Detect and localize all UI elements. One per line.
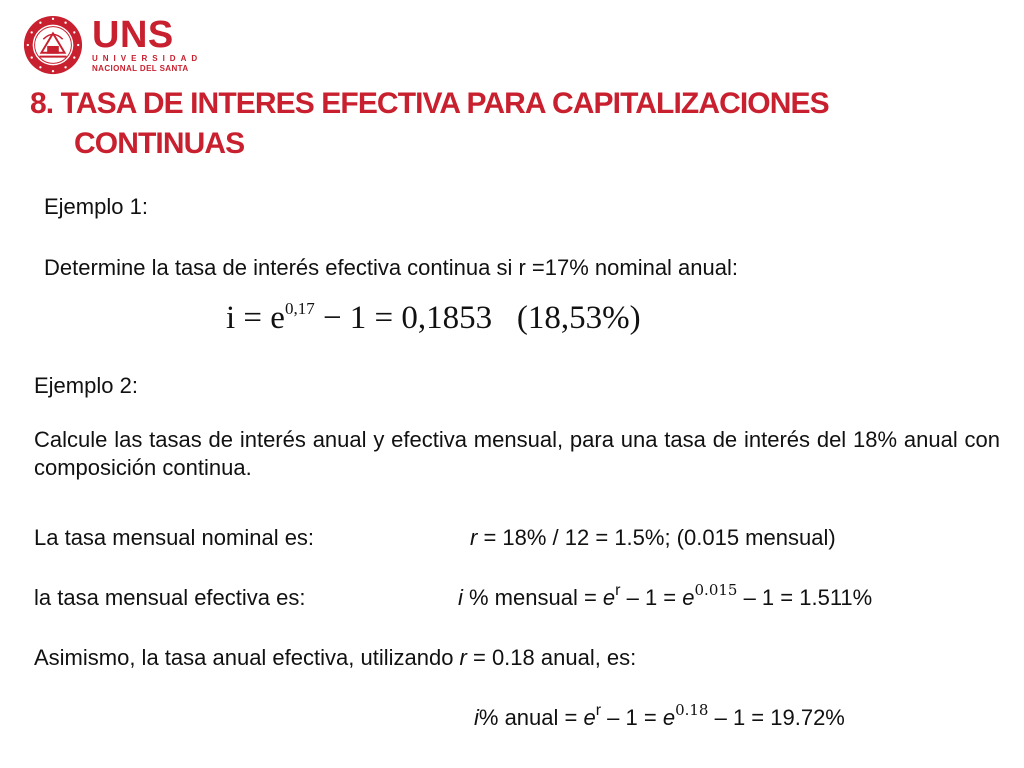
effective-annual-expression [474,701,845,732]
expr-text: – 1 = [620,585,683,610]
var-e: e [583,705,596,730]
asimismo-line [34,644,636,672]
var-e: e [602,585,616,610]
asimismo-text: Asimismo, la tasa anual efectiva, utilizando [34,645,460,670]
var-e: e [682,585,695,610]
var-r: r [459,645,467,670]
slide-title-line-1: 8. TASA DE INTERES EFECTIVA PARA CAPITALIZACIONES [30,87,829,120]
university-seal-icon [22,14,84,76]
ejemplo-2-heading: Ejemplo 2: [34,373,138,398]
formula-base: e [270,300,285,336]
asimismo-text: = 0.18 anual, es: [466,645,637,670]
effective-monthly-expression [458,581,873,612]
ejemplo-1-formula [226,298,641,338]
logo-wordmark: UNS [92,14,174,56]
nominal-rate-value: = 18% / 12 = 1.5%; (0.015 mensual) [477,525,836,550]
logo-subtitle-1: UNIVERSIDAD [92,54,203,63]
effective-monthly-result: – 1 = 1.511% [737,585,873,610]
var-i: i [474,705,479,730]
exponent-value: 0.18 [675,701,709,719]
exponent-r: r [595,702,602,719]
formula-lhs: i = [226,300,263,336]
ejemplo-1-heading: Ejemplo 1: [44,194,148,219]
ejemplo-2-statement: Calcule las tasas de interés anual y efectiva mensual, para una tasa de interés del 18% anual con composición continua. [34,427,1000,480]
logo-subtitle-2: NACIONAL DEL SANTA [92,64,189,73]
exponent-value: 0.015 [694,581,738,599]
ejemplo-1-statement: Determine la tasa de interés efectiva continua si r =17% nominal anual: [44,255,738,280]
nominal-rate-expression [470,524,836,552]
expr-text: % mensual = [462,585,603,610]
slide-title [30,84,1010,164]
uns-logo [22,14,202,76]
effective-annual-result: – 1 = 19.72% [708,705,845,730]
exponent-r: r [615,582,621,599]
expr-text: – 1 = [601,705,663,730]
effective-monthly-label: la tasa mensual efectiva es: [34,585,306,610]
var-i: i [458,585,463,610]
var-e: e [662,705,676,730]
formula-result: − 1 = 0,1853 (18,53%) [314,300,641,336]
slide-title-line-2: CONTINUAS [74,127,245,160]
expr-text: % anual = [478,705,584,730]
formula-exponent: 0,17 [284,299,315,318]
nominal-rate-label: La tasa mensual nominal es: [34,525,315,550]
var-r: r [470,525,478,550]
